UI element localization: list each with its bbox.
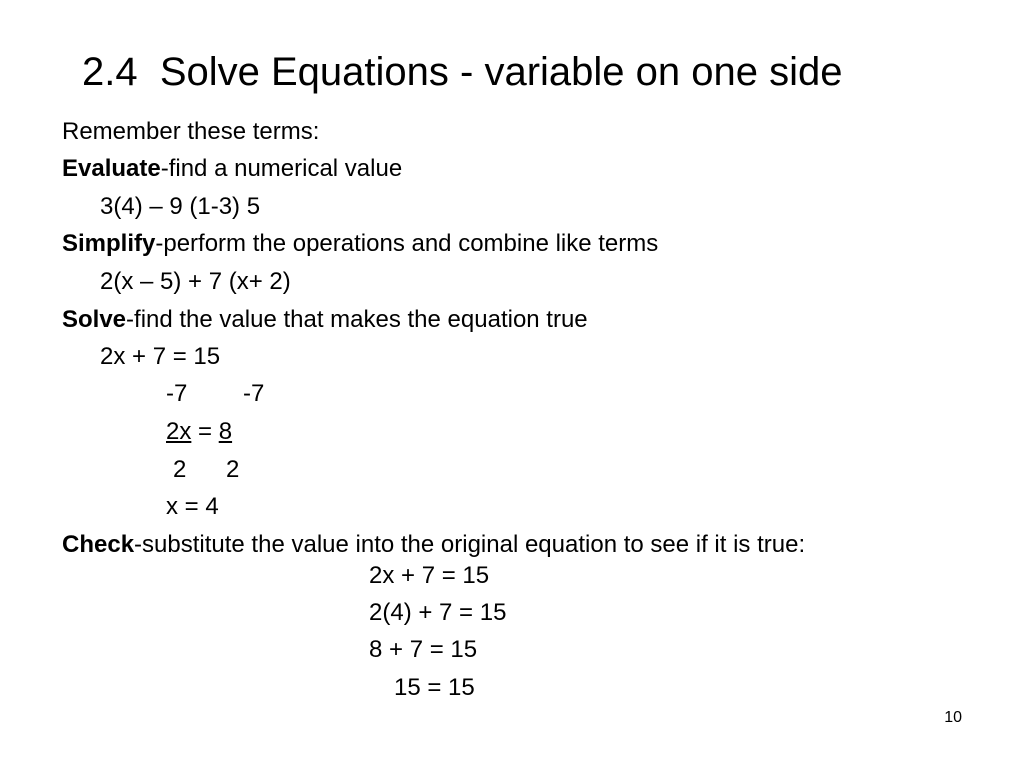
slide-title: 2.4 Solve Equations - variable on one side (82, 50, 843, 94)
check-line-3: 8 + 7 = 15 (369, 636, 478, 663)
check-line-4: 15 = 15 (394, 674, 475, 701)
check-line-1: 2x + 7 = 15 (369, 562, 490, 589)
solve-step-3 (166, 417, 232, 447)
check-text: -substitute the value into the original equation to see if it is true: (134, 531, 806, 558)
solve-step-3-eq: = (191, 418, 219, 445)
solve-step-4-left: 2 (173, 456, 187, 483)
solve-text: -find the value that makes the equation true (126, 306, 588, 333)
simplify-definition (62, 229, 658, 259)
page-number: 10 (944, 709, 962, 726)
solve-step-4-right: 2 (226, 456, 240, 483)
evaluate-term: Evaluate (62, 155, 161, 182)
intro-text: Remember these terms: (62, 118, 320, 145)
simplify-term: Simplify (62, 230, 156, 257)
evaluate-example: 3(4) – 9 (1-3) 5 (100, 193, 261, 220)
solve-definition (62, 305, 588, 335)
evaluate-text: -find a numerical value (160, 155, 403, 182)
solve-step-5: x = 4 (166, 493, 219, 520)
solve-step-2-left: -7 (166, 380, 188, 407)
evaluate-definition (62, 154, 402, 184)
solve-term: Solve (62, 306, 127, 333)
simplify-text: -perform the operations and combine like terms (155, 230, 659, 257)
solve-step-1: 2x + 7 = 15 (100, 343, 221, 370)
solve-step-3-rhs: 8 (218, 418, 233, 445)
check-definition (62, 530, 805, 560)
solve-step-3-lhs: 2x (166, 418, 192, 445)
simplify-example: 2(x – 5) + 7 (x+ 2) (100, 268, 291, 295)
solve-step-2-right: -7 (243, 380, 265, 407)
check-line-2: 2(4) + 7 = 15 (369, 599, 507, 626)
check-term: Check (62, 531, 135, 558)
